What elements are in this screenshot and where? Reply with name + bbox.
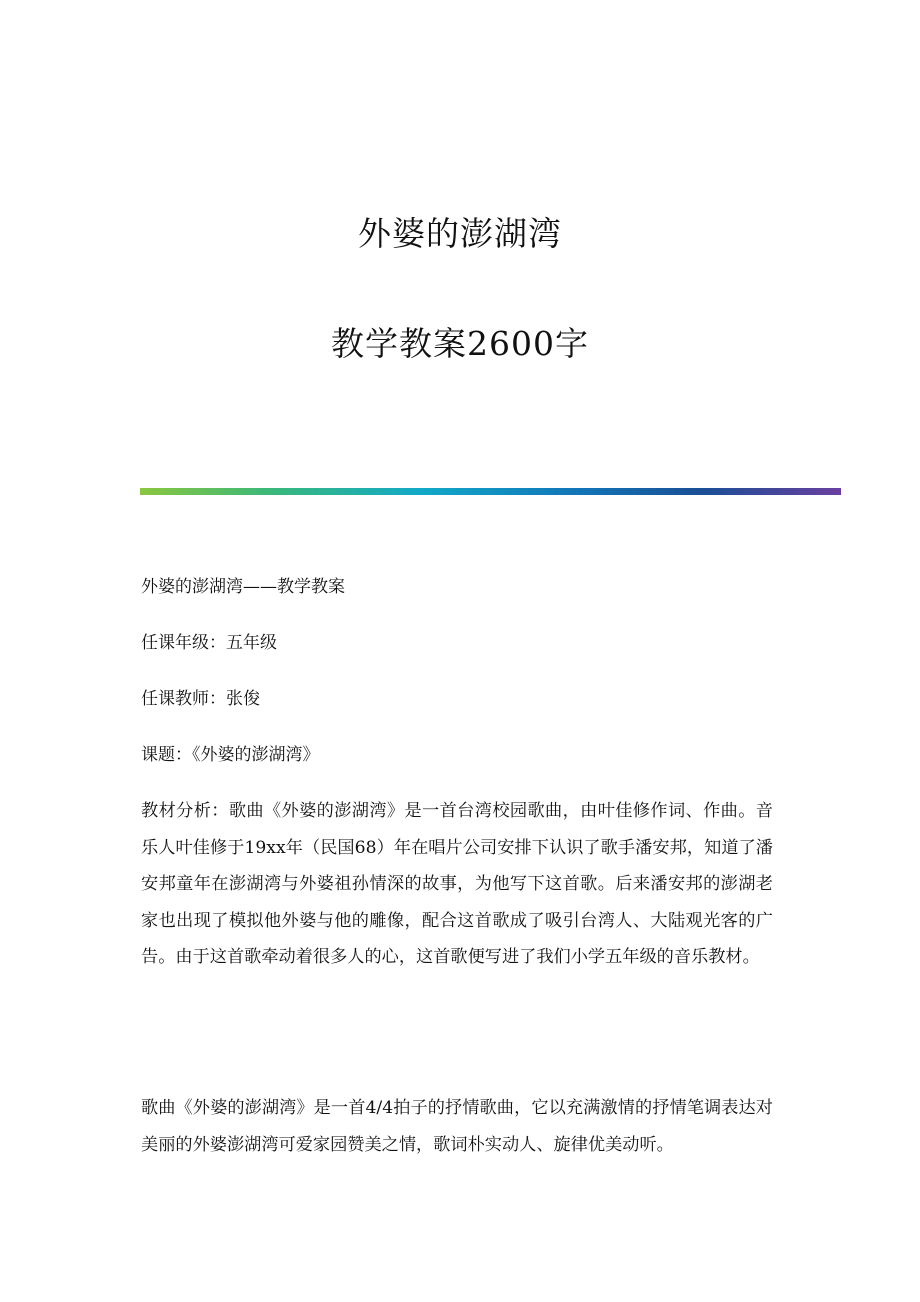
topic-line: 课题：《外婆的澎湖湾》 [141, 745, 320, 765]
document-subtitle: 教学教案2600字 [331, 324, 589, 363]
gradient-divider [140, 488, 841, 495]
section-heading: 外婆的澎湖湾——教学教案 [141, 577, 345, 597]
document-title: 外婆的澎湖湾 [358, 214, 562, 253]
paragraph-song-description: 歌曲《外婆的澎湖湾》是一首4/4拍子的抒情歌曲，它以充满激情的抒情笔调表达对美丽的外婆澎湖湾可爱家园赞美之情，歌词朴实动人、旋律优美动听。 [141, 1098, 773, 1155]
teacher-line: 任课教师：张俊 [141, 689, 260, 709]
grade-line: 任课年级：五年级 [141, 633, 277, 653]
paragraph-material-analysis: 教材分析：歌曲《外婆的澎湖湾》是一首台湾校园歌曲，由叶佳修作词、作曲。音乐人叶佳修于19xx年（民国68）年在唱片公司安排下认识了歌手潘安邦，知道了潘安邦童年在澎湖湾与外婆祖孙情深的故事，为他写下这首歌。后来潘安邦的澎湖老家也出现了模拟他外婆与他的雕像，配合这首歌成了吸引台湾人、大陆观光客的广告。由于这首歌牵动着很多人的心，这首歌便写进了我们小学五年级的音乐教材。 [141, 801, 773, 968]
